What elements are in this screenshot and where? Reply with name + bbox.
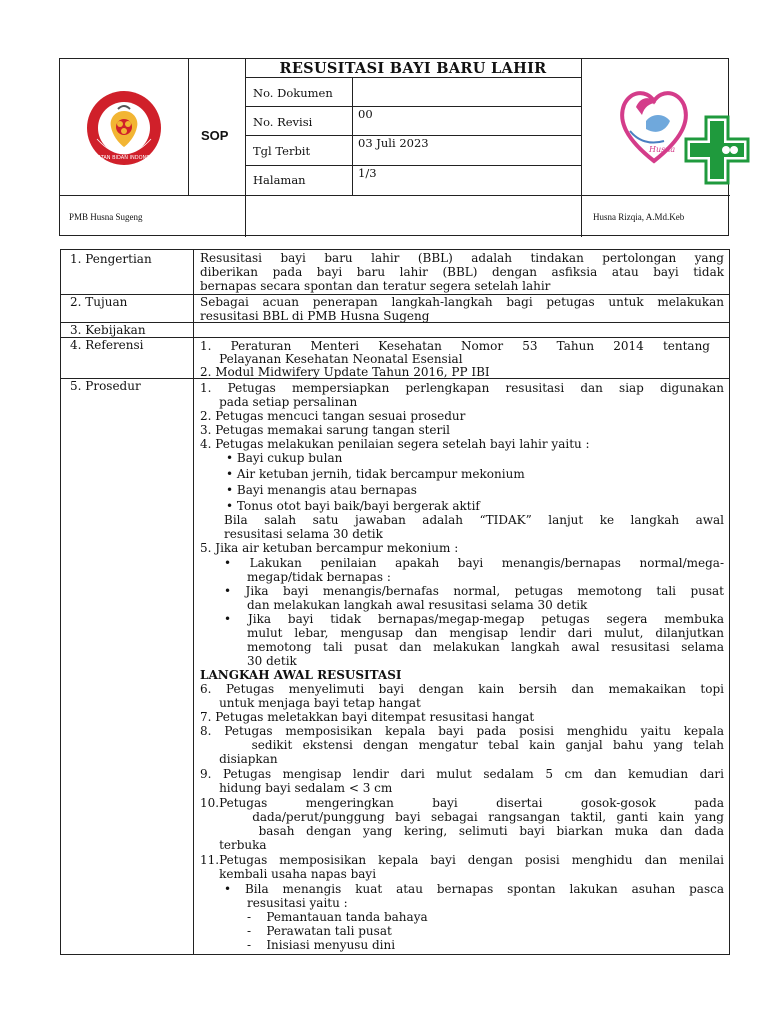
row-value-halaman: 1/3 — [358, 166, 377, 180]
green-cross-icon — [684, 115, 750, 185]
husna-logo-text: Husna — [649, 145, 676, 154]
prosedur-bullet: • Bayi menangis atau bernapas — [226, 483, 417, 497]
row-label-no-dokumen: No. Dokumen — [253, 86, 333, 100]
prosedur-line: dan melakukan langkah awal resusitasi selama 30 detik — [247, 598, 588, 612]
sop-label: SOP — [201, 128, 229, 143]
row-label-tgl-terbit: Tgl Terbit — [253, 144, 311, 158]
prosedur-dash-item: - Inisiasi menyusu dini — [247, 938, 396, 952]
prosedur-line: hidung bayi sedalam < 3 cm — [200, 781, 393, 795]
procedure-table — [60, 249, 730, 955]
prosedur-line: resusitasi yaitu : — [247, 896, 348, 910]
prosedur-line: kembali usaha napas bayi — [200, 867, 377, 881]
prosedur-line: 5. Jika air ketuban bercampur mekonium : — [200, 541, 459, 555]
prosedur-line: Bila salah satu jawaban adalah “TIDAK” lanjut ke langkah awal — [224, 513, 724, 527]
prosedur-bullet: • Bila menangis kuat atau bernapas spontan lakukan asuhan pasca — [224, 882, 724, 896]
prosedur-line: terbuka — [200, 838, 267, 852]
prosedur-line: 3. Petugas memakai sarung tangan steril — [200, 423, 450, 437]
pengertian-line: bernapas secara spontan dan teratur segera setelah lahir — [200, 279, 551, 293]
prosedur-bullet: • Tonus otot bayi baik/bayi bergerak aktif — [226, 499, 480, 513]
prosedur-line: 2. Petugas mencuci tangan sesuai prosedur — [200, 409, 466, 423]
tujuan-line: Sebagai acuan penerapan langkah-langkah bagi petugas untuk melakukan — [200, 295, 724, 309]
prosedur-dash-item: - Perawatan tali pusat — [247, 924, 392, 938]
label-referensi: 4. Referensi — [70, 338, 144, 352]
prosedur-line: memotong tali pusat dan melakukan langkah awal resusitasi selama — [247, 640, 724, 654]
prosedur-bullet: • Jika bayi tidak bernapas/megap-megap petugas segera membuka — [224, 612, 724, 626]
row-value-tgl-terbit: 03 Juli 2023 — [358, 136, 429, 150]
prosedur-line: 8. Petugas memposisikan kepala bayi pada posisi menghidu yaitu kepala — [200, 724, 724, 738]
label-pengertian: 1. Pengertian — [70, 252, 152, 266]
prosedur-bullet: • Jika bayi menangis/bernafas normal, petugas memotong tali pusat — [224, 584, 724, 598]
ibi-logo-text: IKATAN BIDAN INDONESIA — [93, 155, 158, 161]
prosedur-line: sedikit ekstensi dengan mengatur tebal kain ganjal bahu yang telah — [200, 738, 724, 752]
referensi-line: 2. Modul Midwifery Update Tahun 2016, PP IBI — [200, 365, 490, 379]
prosedur-line: 6. Petugas menyelimuti bayi dengan kain bersih dan memakaikan topi — [200, 682, 724, 696]
label-tujuan: 2. Tujuan — [70, 295, 128, 309]
prosedur-line: 1. Petugas mempersiapkan perlengkapan resusitasi dan siap digunakan — [200, 381, 724, 395]
row-value-no-revisi: 00 — [358, 107, 373, 121]
prosedur-line: 7. Petugas meletakkan bayi ditempat resusitasi hangat — [200, 710, 535, 724]
prosedur-dash-item: - Pemantauan tanda bahaya — [247, 910, 428, 924]
langkah-awal-heading: LANGKAH AWAL RESUSITASI — [200, 668, 402, 682]
footer-right-signatory: Husna Rizqia, A.Md.Keb — [593, 212, 685, 222]
prosedur-bullet: • Lakukan penilaian apakah bayi menangis/bernapas normal/mega- — [224, 556, 724, 570]
prosedur-line: untuk menjaga bayi tetap hangat — [200, 696, 421, 710]
prosedur-line: 10.Petugas mengeringkan bayi disertai gosok-gosok pada — [200, 796, 724, 810]
prosedur-line: disiapkan — [200, 752, 278, 766]
referensi-line: Pelayanan Kesehatan Neonatal Esensial — [200, 352, 463, 366]
prosedur-line: dada/perut/punggung bayi sebagai rangsangan taktil, ganti kain yang — [200, 810, 724, 824]
footer-left-institution: PMB Husna Sugeng — [69, 212, 143, 222]
prosedur-line: basah dengan yang kering, selimuti bayi biarkan muka dan dada — [200, 824, 724, 838]
prosedur-line: mulut lebar, mengusap dan mengisap lendir dari mulut, dilanjutkan — [247, 626, 724, 640]
husna-logo-icon — [616, 81, 692, 167]
referensi-line: 1. Peraturan Menteri Kesehatan Nomor 53 Tahun 2014 tentang — [200, 339, 710, 353]
header-table — [59, 58, 729, 236]
prosedur-bullet: • Air ketuban jernih, tidak bercampur mekonium — [226, 467, 525, 481]
prosedur-line: pada setiap persalinan — [200, 395, 358, 409]
prosedur-line: 9. Petugas mengisap lendir dari mulut sedalam 5 cm dan kemudian dari — [200, 767, 724, 781]
document-title: RESUSITASI BAYI BARU LAHIR — [279, 60, 547, 77]
prosedur-line: resusitasi selama 30 detik — [224, 527, 383, 541]
prosedur-line: megap/tidak bernapas : — [247, 570, 391, 584]
row-label-no-revisi: No. Revisi — [253, 115, 313, 129]
prosedur-line: 4. Petugas melakukan penilaian segera setelah bayi lahir yaitu : — [200, 437, 590, 451]
pengertian-line: Resusitasi bayi baru lahir (BBL) adalah tindakan pertolongan yang — [200, 251, 724, 265]
row-label-halaman: Halaman — [253, 173, 306, 187]
tujuan-line: resusitasi BBL di PMB Husna Sugeng — [200, 309, 430, 323]
pengertian-line: diberikan pada bayi baru lahir (BBL) dengan asfiksia atau bayi tidak — [200, 265, 724, 279]
label-prosedur: 5. Prosedur — [70, 379, 141, 393]
label-kebijakan: 3. Kebijakan — [70, 323, 146, 337]
prosedur-line: 11.Petugas memposisikan kepala bayi dengan posisi menghidu dan menilai — [200, 853, 724, 867]
prosedur-bullet: • Bayi cukup bulan — [226, 451, 343, 465]
prosedur-line: 30 detik — [247, 654, 297, 668]
